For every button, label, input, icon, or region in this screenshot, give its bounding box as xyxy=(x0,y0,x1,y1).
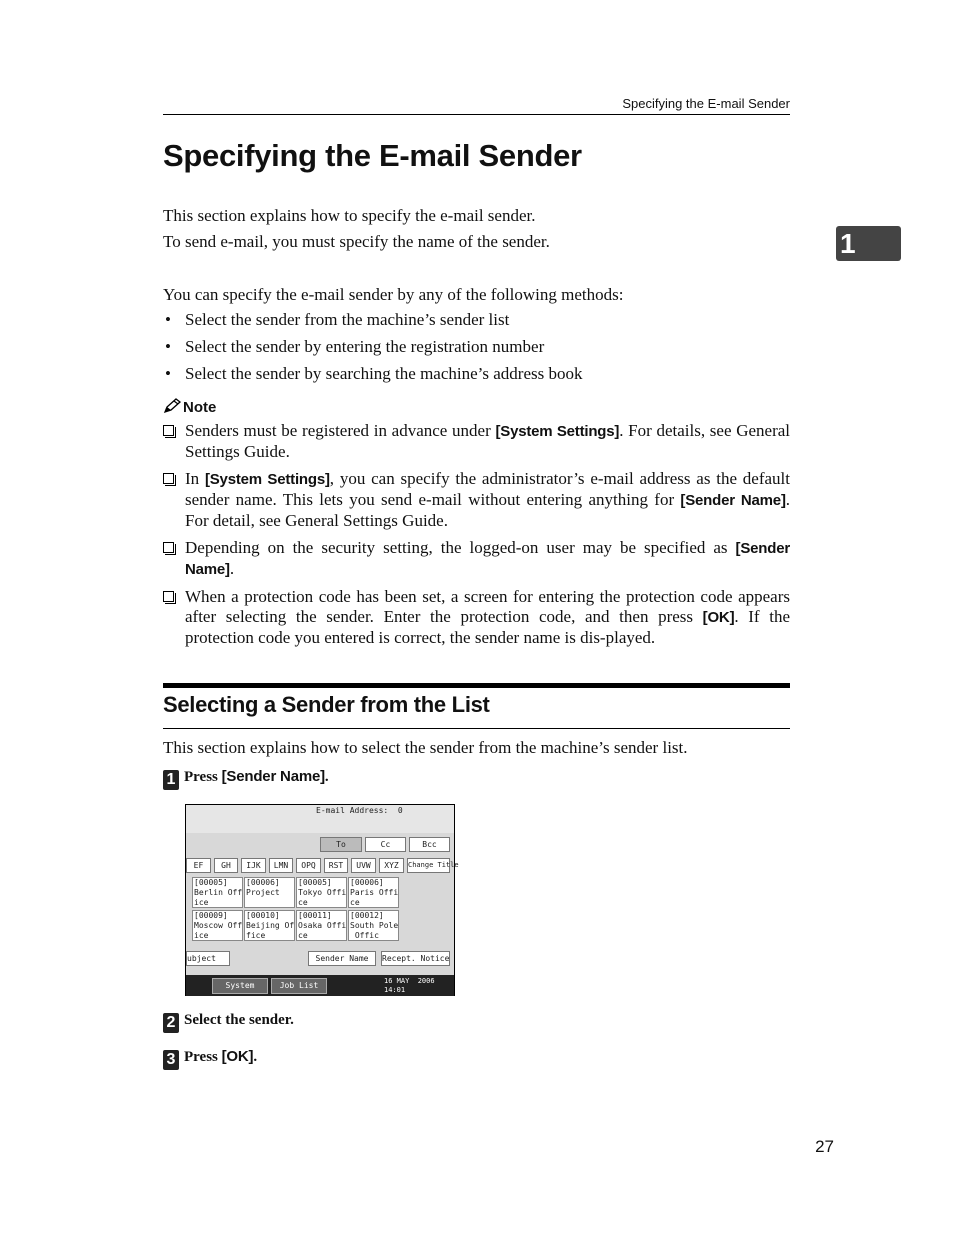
sender-tile[interactable]: [00011] Osaka Offi ce xyxy=(298,911,347,940)
tab-ef[interactable]: EF xyxy=(186,858,211,873)
note-list xyxy=(163,421,790,655)
running-header: Specifying the E-mail Sender xyxy=(622,96,790,111)
key-label: [OK] xyxy=(702,609,735,626)
key-label: [Sender Name] xyxy=(680,492,786,509)
list-item: • Select the sender from the machine’s sender list xyxy=(163,309,582,336)
list-item: • Select the sender by entering the registration number xyxy=(163,336,582,363)
cc-button[interactable]: Cc xyxy=(365,837,406,852)
intro-line-2: To send e-mail, you must specify the name of the sender. xyxy=(163,232,550,251)
recept-notice-button[interactable]: Recept. Notice xyxy=(381,951,450,966)
tab-rst[interactable]: RST xyxy=(324,858,348,873)
key-label: [OK] xyxy=(221,1048,254,1065)
address-label: E-mail Address: 0 xyxy=(316,806,403,815)
note-item: Senders must be registered in advance under [System Settings]. For details, see General Settings Guide. xyxy=(163,421,790,462)
to-button[interactable]: To xyxy=(320,837,362,852)
list-item: • Select the sender by searching the machine’s address book xyxy=(163,363,582,390)
note-item: Depending on the security setting, the logged-on user may be specified as [Sender Name]. xyxy=(163,538,790,580)
note-heading xyxy=(163,398,216,416)
job-list-button[interactable]: Job List xyxy=(271,978,327,994)
methods-list xyxy=(163,309,582,390)
checkbox-icon xyxy=(163,542,174,553)
sender-tile[interactable]: [00005] Berlin Off ice xyxy=(194,878,243,907)
note-label: Note xyxy=(183,399,217,416)
note-item: When a protection code has been set, a screen for entering the protection code appears after selecting the sender. Enter the protection code, and then press [OK]. If the protection code you entered is correct, the sender name is dis-played. xyxy=(163,587,790,648)
section-underline xyxy=(163,728,790,729)
section-rule xyxy=(163,683,790,688)
sender-tile[interactable]: [00012] South Pole Offic xyxy=(350,911,399,940)
step-2: 2 Select the sender. xyxy=(163,1012,294,1033)
tab-uvw[interactable]: UVW xyxy=(351,858,376,873)
key-label: [Sender Name] xyxy=(185,540,790,578)
system-status-button[interactable]: System Status xyxy=(212,978,268,994)
tab-xyz[interactable]: XYZ xyxy=(379,858,404,873)
section-heading: Selecting a Sender from the List xyxy=(163,692,490,717)
page-number: 27 xyxy=(815,1137,834,1156)
sender-tile[interactable]: [00010] Beijing Of fice xyxy=(246,911,295,940)
intro-line-1: This section explains how to specify the e-mail sender. xyxy=(163,206,536,225)
section-intro: This section explains how to select the sender from the machine’s sender list. xyxy=(163,738,688,757)
tab-lmn[interactable]: LMN xyxy=(269,858,293,873)
step-number: 2 xyxy=(163,1013,179,1033)
step-number: 3 xyxy=(163,1050,179,1070)
change-title-button[interactable]: Change Title xyxy=(407,858,450,873)
checkbox-icon xyxy=(163,425,174,436)
header-rule xyxy=(163,114,790,115)
page-title: Specifying the E-mail Sender xyxy=(163,138,582,173)
tab-opq[interactable]: OPQ xyxy=(296,858,321,873)
sender-name-button[interactable]: Sender Name xyxy=(308,951,376,966)
step-number: 1 xyxy=(163,770,179,790)
step-3: 3 Press [OK]. xyxy=(163,1048,257,1070)
tab-gh[interactable]: GH xyxy=(214,858,238,873)
pencil-icon xyxy=(163,398,181,414)
tab-ijk[interactable]: IJK xyxy=(241,858,266,873)
checkbox-icon xyxy=(163,591,174,602)
status-bar xyxy=(186,975,454,1004)
sender-tile[interactable]: [00009] Moscow Off ice xyxy=(194,911,243,940)
subject-button[interactable]: ubject xyxy=(186,951,230,966)
sender-tile[interactable]: [00006] Paris Offi ce xyxy=(350,878,399,907)
methods-intro: You can specify the e-mail sender by any of the following methods: xyxy=(163,285,624,304)
key-label: [System Settings] xyxy=(204,471,330,488)
note-item: In [System Settings], you can specify the administrator’s e-mail address as the default sender name. This lets you send e-mail without entering anything for [Sender Name]. For detail, see General Settings Guide. xyxy=(163,469,790,531)
checkbox-icon xyxy=(163,473,174,484)
bcc-button[interactable]: Bcc xyxy=(409,837,450,852)
screen-top-area xyxy=(186,805,454,833)
sender-tile[interactable]: [00005] Tokyo Offi ce xyxy=(298,878,347,907)
date-time: 16 MAY 2006 14:01 xyxy=(384,977,435,994)
chapter-tab: 1 xyxy=(836,226,901,261)
sender-list-screenshot xyxy=(185,804,459,1004)
sender-tile[interactable]: [00006] Project xyxy=(244,877,295,908)
step-1: 1 Press [Sender Name]. xyxy=(163,768,329,790)
key-label: [System Settings] xyxy=(495,423,620,440)
key-label: [Sender Name] xyxy=(221,768,325,785)
